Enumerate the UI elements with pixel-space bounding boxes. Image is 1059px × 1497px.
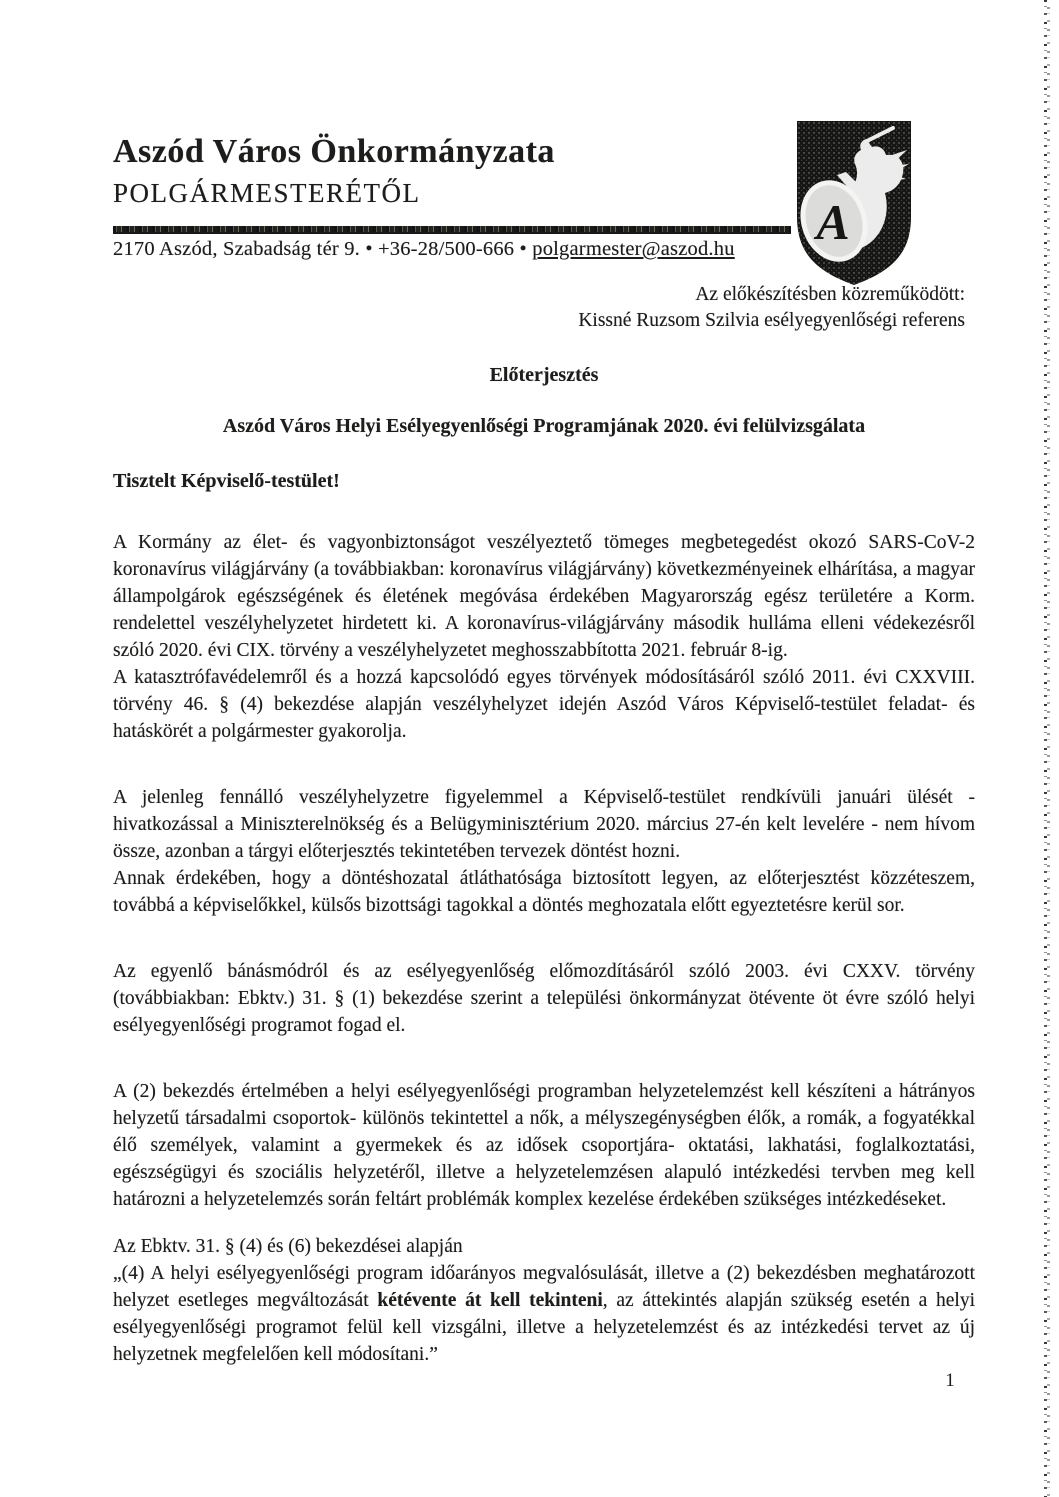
paragraph-council-session: A jelenleg fennálló veszélyhelyzetre figyelemmel a Képviselő-testület rendkívüli januári ülését - hivatkozással a Miniszterelnökség és a Belügyminisztérium 2020. március 27-én kelt levelére - nem hívom össze, azonban a tárgyi előterjesztés tekintetében tervezek döntést hozni.	[113, 787, 975, 862]
org-department: POLGÁRMESTERÉTŐL	[113, 178, 421, 208]
paragraph-disaster-law: A katasztrófavédelemről és a hozzá kapcsolódó egyes törvények módosításáról szóló 2011. évi CXXVIII. törvény 46. § (4) bekezdése alapján veszélyhelyzet idején Aszód Város Képviselő-testület feladat- és hatáskörét a polgármester gyakorolja.	[113, 667, 975, 742]
paragraph-emergency-decree: A Kormány az élet- és vagyonbiztonságot veszélyeztető tömeges megbetegedést okozó SARS-CoV-2 koronavírus világjárvány (a továbbiakban: koronavírus világjárvány) következményeinek elhárítása, a magyar állampolgárok egészségének és életének megóvása érdekében Magyarország egész területére a Korm. rendelettel veszélyhelyzetet hirdetett ki. A koronavírus-világjárvány második hulláma elleni védekezésről szóló 2020. évi CIX. törvény a veszélyhelyzetet meghosszabbította 2021. február 8-ig.	[113, 532, 975, 661]
document-body	[113, 529, 975, 1368]
paragraph-ebktv-intro: Az Ebktv. 31. § (4) és (6) bekezdései alapján	[113, 1236, 463, 1257]
preparer-intro: Az előkészítésben közreműködött:	[695, 284, 965, 305]
svg-text:A: A	[816, 194, 850, 250]
paragraph-equal-treatment-act: Az egyenlő bánásmódról és az esélyegyenlőség előmozdításáról szóló 2003. évi CXXV. törvény (továbbiakban: Ebktv.) 31. § (1) bekezdése szerint a települési önkormányzat ötévente öt évre szóló helyi esélyegyenlőségi programot fogad el.	[113, 961, 975, 1036]
org-contact-line	[113, 237, 975, 262]
quote-text-bold: kétévente át kell tekinteni	[377, 1290, 603, 1311]
preparer-block	[113, 282, 975, 334]
salutation: Tisztelt Képviselő-testület!	[113, 470, 340, 492]
org-email: polgarmester@aszod.hu	[532, 238, 735, 260]
preparer-name: Kissné Ruzsom Szilvia esélyegyenlőségi referens	[578, 310, 965, 331]
header-rule	[113, 223, 791, 234]
document-type-title: Előterjesztés	[489, 364, 599, 386]
quote-text-before: „(4) A helyi esélyegyenlőségi program időarányos megvalósulását, illetve a (2) bekezdésben meghatározott helyzet esetleges megváltozását	[113, 1263, 975, 1311]
quote-text-after: , az áttekintés alapján szükség esetén a helyi esélyegyenlőségi programot felül kell vizsgálni, illetve a helyzetelemzést és az intézkedési tervet az új helyzetnek megfelelően kell módosítani.”	[113, 1290, 976, 1365]
org-name-title: Aszód Város Önkormányzata	[113, 133, 555, 170]
paragraph-program-contents: A (2) bekezdés értelmében a helyi esélyegyenlőségi programban helyzetelemzést kell készíteni a hátrányos helyzetű társadalmi csoportok- különös tekintettel a nők, a mélyszegénységben élők, a romák, a fogyatékkal élő személyek, valamint a gyermekek és az idősek csoportjára- oktatási, lakhatási, foglalkoztatási, egészségügyi és szociális helyzetéről, illetve a helyzetelemzésen alapuló intézkedési tervben meg kell határozni a helyzetelemzés során feltárt problémák komplex kezelése érdekében szükséges intézkedéseket.	[113, 1081, 975, 1210]
org-address: 2170 Aszód, Szabadság tér 9. • +36-28/500-666 •	[113, 238, 533, 260]
paragraph-transparency: Annak érdekében, hogy a döntéshozatal átláthatósága biztosított legyen, az előterjesztést közzéteszem, továbbá a képviselőkkel, külsős bizottsági tagokkal a döntés meghozatala előtt egyeztetésre kerül sor.	[113, 868, 975, 916]
paragraph-ebktv-quote	[113, 1260, 975, 1368]
document-subject-title: Aszód Város Helyi Esélyegyenlőségi Programjának 2020. évi felülvizsgálata	[222, 415, 866, 437]
scan-artifact-right-edge	[1047, 7, 1050, 1497]
page-number: 1	[945, 1370, 955, 1391]
